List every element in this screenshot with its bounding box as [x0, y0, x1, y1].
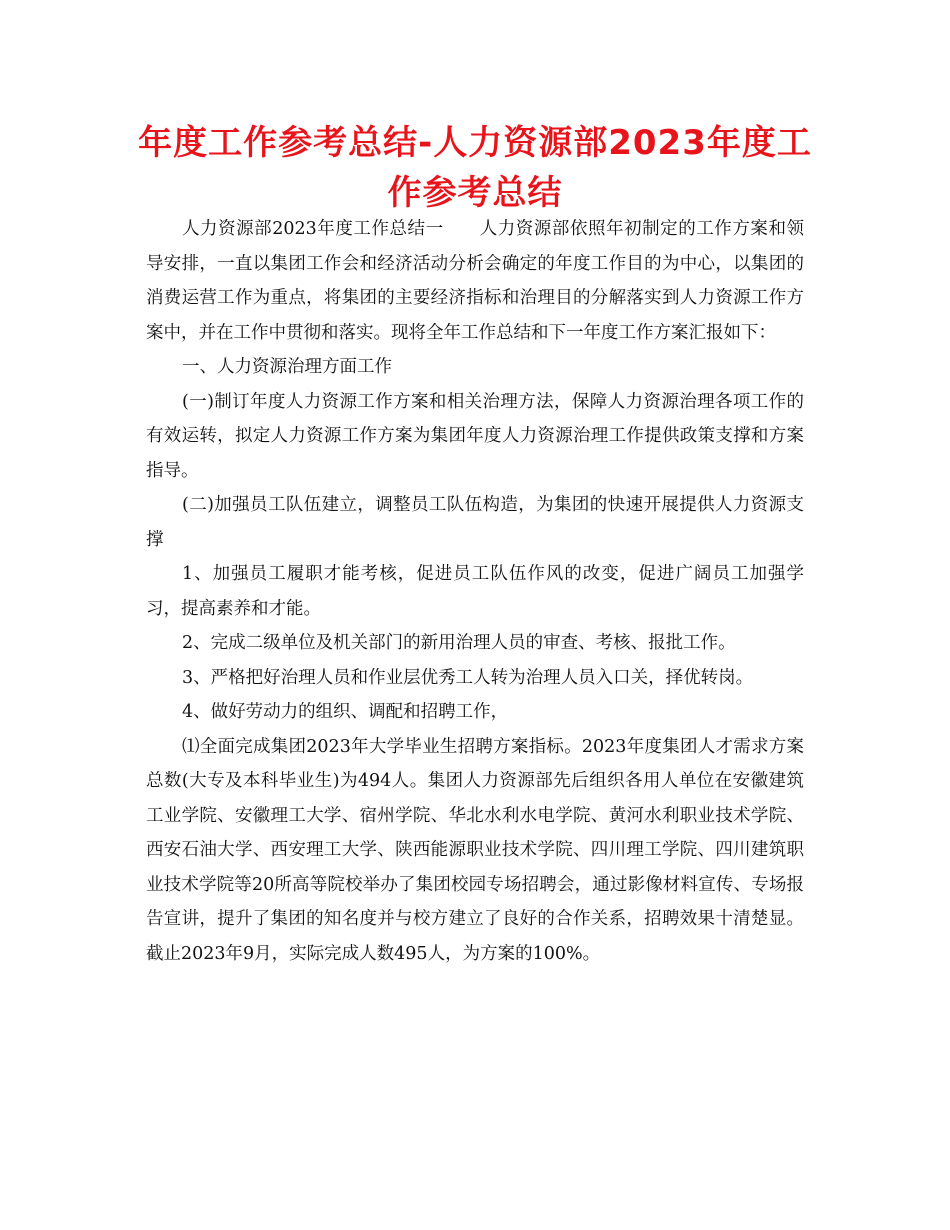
- paragraph-item-2: (二)加强员工队伍建立，调整员工队伍构造，为集团的快速开展提供人力资源支撑: [146, 495, 804, 550]
- paragraph-item-1: (一)制订年度人力资源工作方案和相关治理方法，保障人力资源治理各项工作的有效运转，拟定人力资源工作方案为集团年度人力资源治理工作提供政策支撑和方案指导。: [146, 391, 804, 481]
- document-body: [146, 212, 804, 971]
- section-heading-hr-management: 一、人力资源治理方面工作: [182, 357, 392, 377]
- list-item-2: 2、完成二级单位及机关部门的新用治理人员的审查、考核、报批工作。: [182, 633, 736, 653]
- paragraph-intro: 人力资源部2023年度工作总结一 人力资源部依照年初制定的工作方案和领导安排，一直以集团工作会和经济活动分析会确定的年度工作目的为中心，以集团的消费运营工作为重点，将集团的主要经济指标和治理目的分解落实到人力资源工作方案中，并在工作中贯彻和落实。现将全年工作总结和下一年度工作方案汇报如下：: [146, 219, 804, 343]
- list-item-1: 1、加强员工履职才能考核，促进员工队伍作风的改变，促进广阔员工加强学习，提高素养和才能。: [146, 564, 804, 619]
- document-title: 年度工作参考总结-人力资源部2023年度工作参考总结: [138, 123, 812, 213]
- list-item-3: 3、严格把好治理人员和作业层优秀工人转为治理人员入口关，择优转岗。: [182, 667, 754, 688]
- list-item-4: 4、做好劳动力的组织、调配和招聘工作，: [182, 702, 509, 722]
- paragraph-recruitment: ⑴全面完成集团2023年大学毕业生招聘方案指标。2023年度集团人才需求方案总数(大专及本科毕业生)为494人。集团人力资源部先后组织各用人单位在安徽建筑工业学院、安徽理工大学、宿州学院、华北水利水电学院、黄河水利职业技术学院、西安石油大学、西安理工大学、陕西能源职业技术学院、四川理工学院、四川建筑职业技术学院等20所高等院校举办了集团校园专场招聘会，通过影像材料宣传、专场报告宣讲，提升了集团的知名度并与校方建立了良好的合作关系，招聘效果十清楚显。截止2023年9月，实际完成人数495人，为方案的100%。: [146, 736, 804, 964]
